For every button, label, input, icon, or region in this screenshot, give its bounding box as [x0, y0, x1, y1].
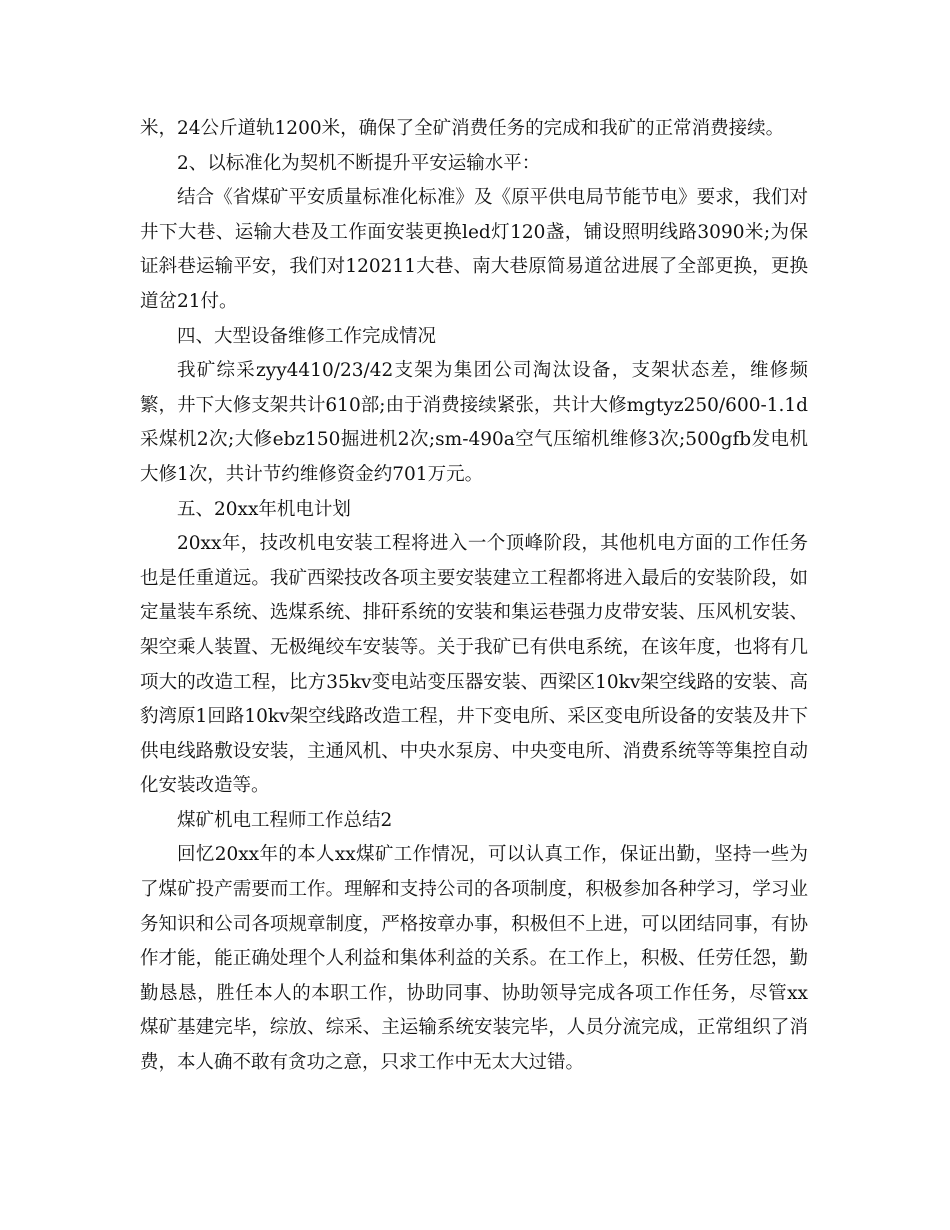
paragraph-standardization: 结合《省煤矿平安质量标准化标准》及《原平供电局节能节电》要求，我们对井下大巷、运输大巷及工作面安装更换led灯120盏，铺设照明线路3090米;为保证斜巷运输平安，我们对120211大巷、南大巷原简易道岔进展了全部更换，更换道岔21付。 — [140, 187, 808, 312]
document-title-summary-2: 煤矿机电工程师工作总结2 — [177, 809, 393, 831]
paragraph-equipment-maintenance: 我矿综采zyy4410/23/42支架为集团公司淘汰设备，支架状态差，维修频繁，井下大修支架共计610部;由于消费接续紧张，共计大修mgtyz250/600-1.1d采煤机2次;大修ebz150掘进机2次;sm-490a空气压缩机维修3次;500gfb发电机大修1次，共计节约维修资金约701万元。 — [140, 360, 808, 485]
subheading-standardization: 2、以标准化为契机不断提升平安运输水平： — [177, 152, 541, 174]
paragraph-continuation: 米，24公斤道轨1200米，确保了全矿消费任务的完成和我矿的正常消费接续。 — [140, 118, 785, 139]
paragraph-plan: 20xx年，技改机电安装工程将进入一个顶峰阶段，其他机电方面的工作任务也是任重道远。我矿西梁技改各项主要安装建立工程都将进入最后的安装阶段，如定量装车系统、选煤系统、排矸系统的安装和集运巷强力皮带安装、压风机安装、架空乘人装置、无极绳绞车安装等。关于我矿已有供电系统，在该年度，也将有几项大的改造工程，比方35kv变电站变压器安装、西梁区10kv架空线路的安装、高豹湾原1回路10kv架空线路改造工程，井下变电所、采区变电所设备的安装及井下供电线路敷设安装，主通风机、中央水泵房、中央变电所、消费系统等等集控自动化安装改造等。 — [140, 533, 808, 797]
section-heading-plan: 五、20xx年机电计划 — [177, 498, 351, 520]
section-heading-equipment-maintenance: 四、大型设备维修工作完成情况 — [177, 325, 437, 347]
paragraph-summary: 回忆20xx年的本人xx煤矿工作情况，可以认真工作，保证出勤，坚持一些为了煤矿投产需要而工作。理解和支持公司的各项制度，积极参加各种学习，学习业务知识和公司各项规章制度，严格按章办事，积极但不上进，可以团结同事，有协作才能，能正确处理个人利益和集体利益的关系。在工作上，积极、任劳任怨，勤勤恳恳，胜任本人的本职工作，协助同事、协助领导完成各项工作任务，尽管xx煤矿基建完毕，综放、综采、主运输系统安装完毕，人员分流完成，正常组织了消费，本人确不敢有贪功之意，只求工作中无太大过错。 — [140, 844, 808, 1074]
document-body — [140, 112, 808, 1081]
